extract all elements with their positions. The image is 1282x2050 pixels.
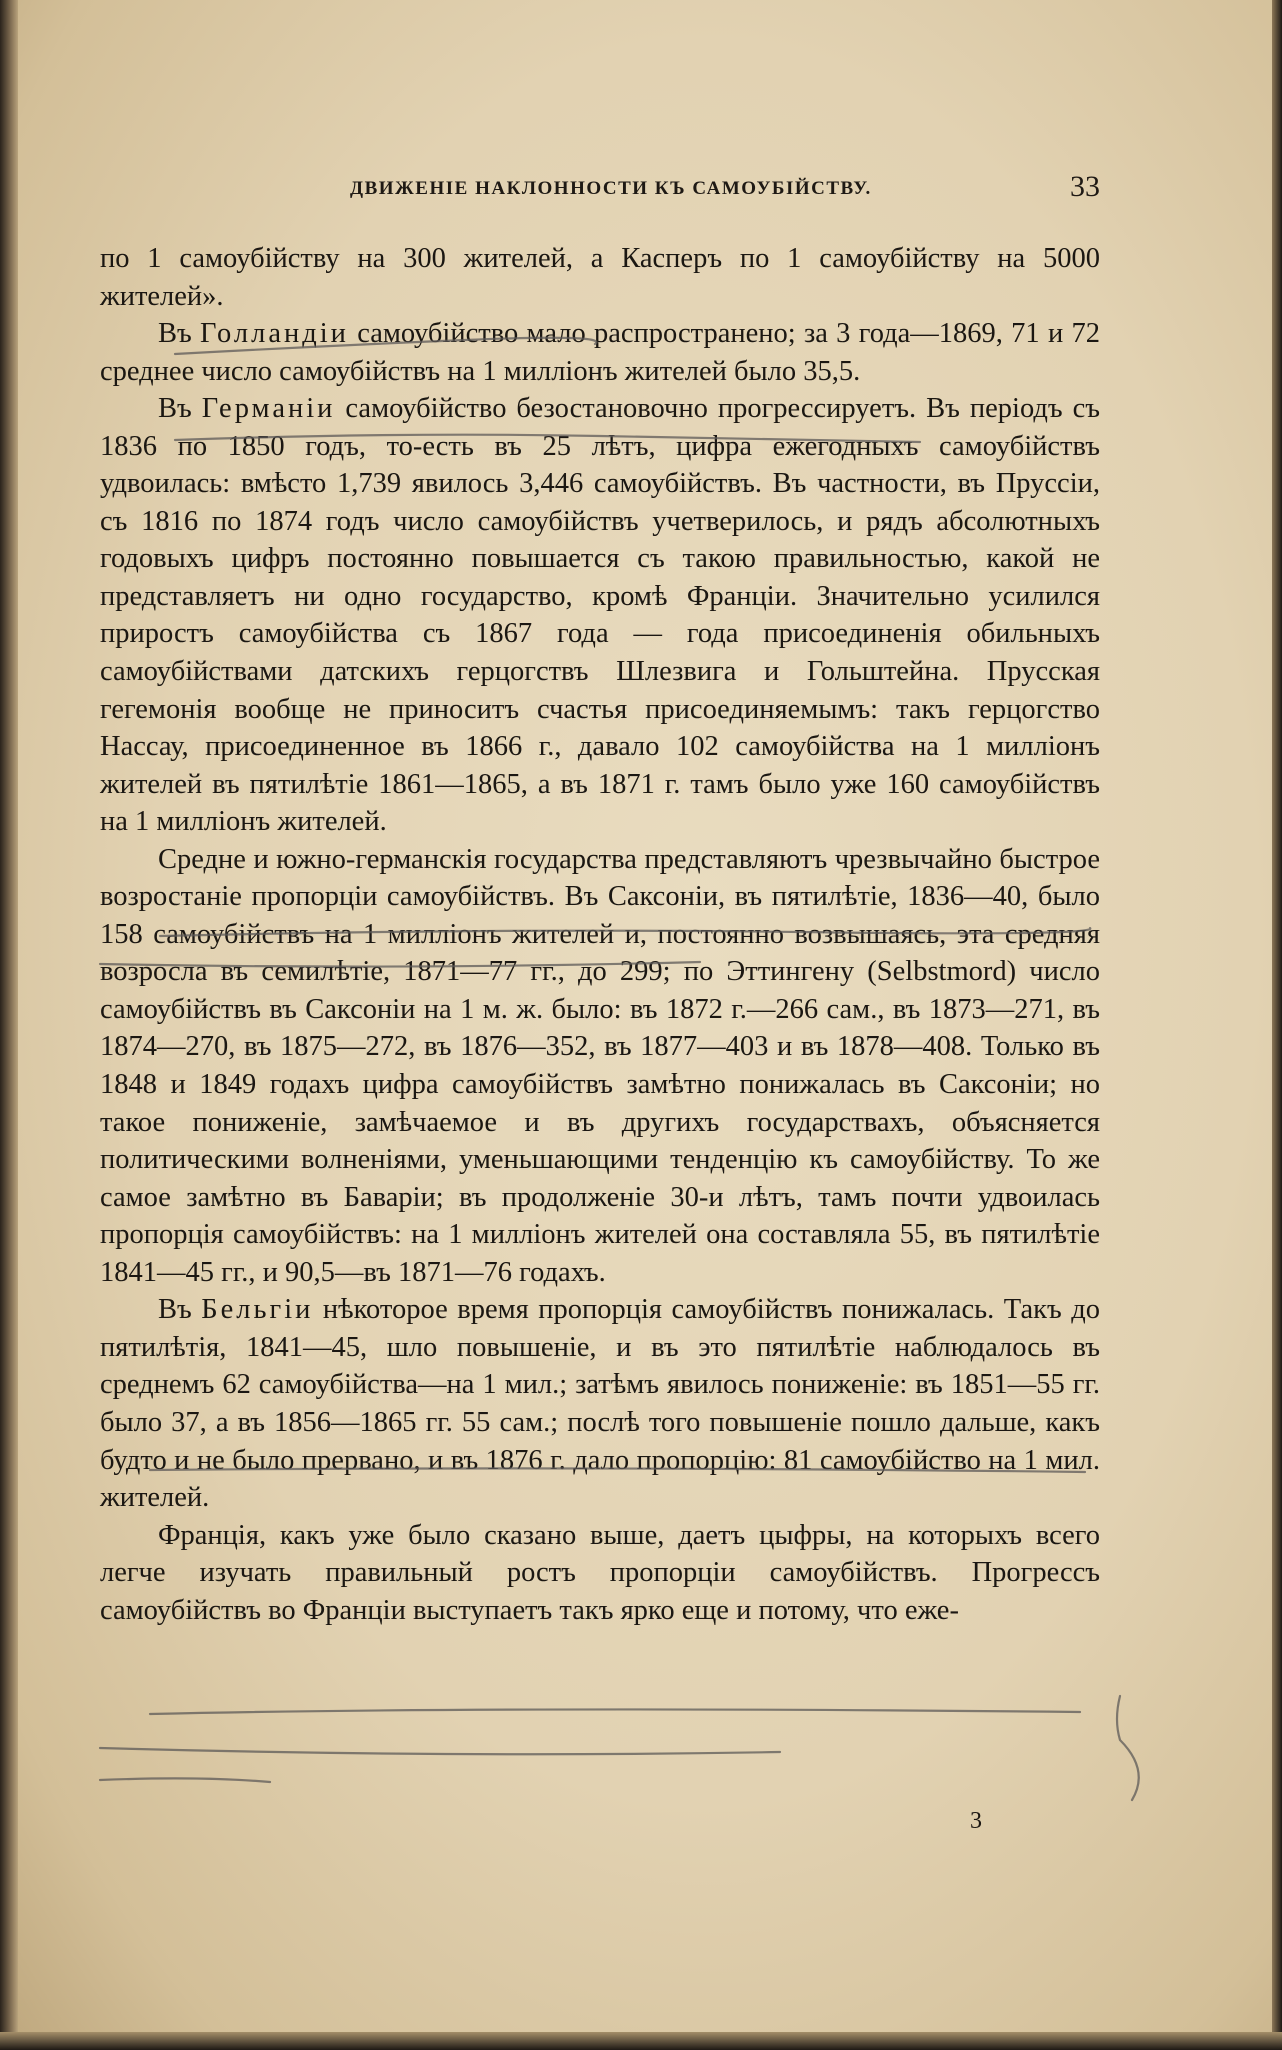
- paragraph-3: [100, 390, 1100, 841]
- page-bottom-edge: [0, 2032, 1282, 2050]
- country-belgium: Бельгіи: [201, 1294, 314, 1326]
- pencil-margin-bracket: [1117, 1696, 1139, 1800]
- page-number: 33: [1070, 170, 1100, 203]
- country-germany: Германіи: [201, 393, 336, 425]
- pencil-underline-france-2: [100, 1748, 780, 1754]
- running-title: ДВИЖЕНІЕ НАКЛОННОСТИ КЪ САМОУБІЙСТВУ.: [350, 178, 872, 199]
- pencil-underline-france-3: [100, 1778, 270, 1782]
- paragraph-2-text: самоубійство мало распространено; за 3 года—1869, 71 и 72 среднее число самоубійствъ на 1 милліонъ жителей было 35,5.: [100, 318, 1101, 387]
- paragraph-6: [100, 1517, 1100, 1630]
- paragraph-2-lead: Въ: [158, 318, 201, 350]
- body-text: [100, 240, 1100, 1629]
- page-right-edge: [1272, 0, 1282, 2050]
- paragraph-3-text: самоубійство безостановочно прогрессируетъ. Въ періодъ съ 1836 по 1850 годъ, то-есть въ 25 лѣтъ, цифра ежегодныхъ самоубійствъ удвоилась: вмѣсто 1,739 явилось 3,446 самоубійствъ. Въ частности, въ Пруссіи, съ 1816 по 1874 годъ число самоубійствъ учетверилось, и рядъ абсолютныхъ годовыхъ цифръ постоянно повышается съ такою правильностью, какой не представляетъ ни одно государство, кромѣ Франціи. Значительно усилился приростъ самоубійства съ 1867 года — года присоединенія обильныхъ самоубійствами датскихъ герцогствъ Шлезвига и Гольштейна. Прусская гегемонія вообще не приноситъ счастья присоединяемымъ: такъ герцогство Нассау, присоединенное въ 1866 г., давало 102 самоубійства на 1 милліонъ жителей въ пятилѣтіе 1861—1865, а въ 1871 г. тамъ было уже 160 самоубійствъ на 1 милліонъ жителей.: [100, 393, 1100, 838]
- country-netherlands: Голландіи: [200, 318, 349, 350]
- paragraph-6-text: Франція, какъ уже было сказано выше, даетъ цыфры, на которыхъ всего легче изучать правильный ростъ пропорціи самоубійствъ. Прогрессъ самоубійствъ во Франціи выступаетъ такъ ярко еще и потому, что еже-: [100, 1519, 1100, 1626]
- paragraph-5: [100, 1291, 1100, 1516]
- paragraph-2: [100, 315, 1100, 390]
- signature-mark: 3: [970, 1808, 982, 1834]
- paragraph-4: [100, 841, 1100, 1292]
- pencil-underline-france-1: [150, 1709, 1080, 1714]
- running-head: [100, 170, 1100, 210]
- paragraph-3-lead: Въ: [158, 393, 202, 425]
- paragraph-5-text: нѣкоторое время пропорція самоубійствъ понижалась. Такъ до пятилѣтія, 1841—45, шло повышеніе, и въ это пятилѣтіе наблюдалось въ среднемъ 62 самоубійства—на 1 мил.; затѣмъ явилось пониженіе: въ 1851—55 гг. было 37, а въ 1856—1865 гг. 55 сам.; послѣ того повышеніе пошло дальше, какъ будто и не было прервано, и въ 1876 г. дало пропорцію: 81 самоубійство на 1 мил. жителей.: [100, 1294, 1100, 1514]
- paragraph-1-text: по 1 самоубійству на 300 жителей, а Касперъ по 1 самоубійству на 5000 жителей».: [100, 243, 1100, 312]
- paragraph-5-lead: Въ: [158, 1294, 202, 1326]
- paragraph-1: [100, 240, 1100, 315]
- book-binding-shadow: [0, 0, 18, 2050]
- paragraph-4-text: Средне и южно-германскія государства представляютъ чрезвычайно быстрое возростаніе пропорціи самоубійствъ. Въ Саксоніи, въ пятилѣтіе, 1836—40, было 158 самоубійствъ на 1 милліонъ жителей и, постоянно возвышаясь, эта средняя возросла въ семилѣтіе, 1871—77 гг., до 299; по Эттингену (Selbstmord) число самоубійствъ въ Саксоніи на 1 м. ж. было: въ 1872 г.—266 сам., въ 1873—271, въ 1874—270, въ 1875—272, въ 1876—352, въ 1877—403 и въ 1878—408. Только въ 1848 и 1849 годахъ цифра самоубійствъ замѣтно понижалась въ Саксоніи; но такое пониженіе, замѣчаемое и въ другихъ государствахъ, объясняется политическими волненіями, уменьшающими тенденцію къ самоубійству. То же самое замѣтно въ Баваріи; въ продолженіе 30-и лѣтъ, тамъ почти удвоилась пропорція самоубійствъ: на 1 милліонъ жителей она составляла 55, въ пятилѣтіе 1841—45 гг., и 90,5—въ 1871—76 годахъ.: [100, 843, 1100, 1288]
